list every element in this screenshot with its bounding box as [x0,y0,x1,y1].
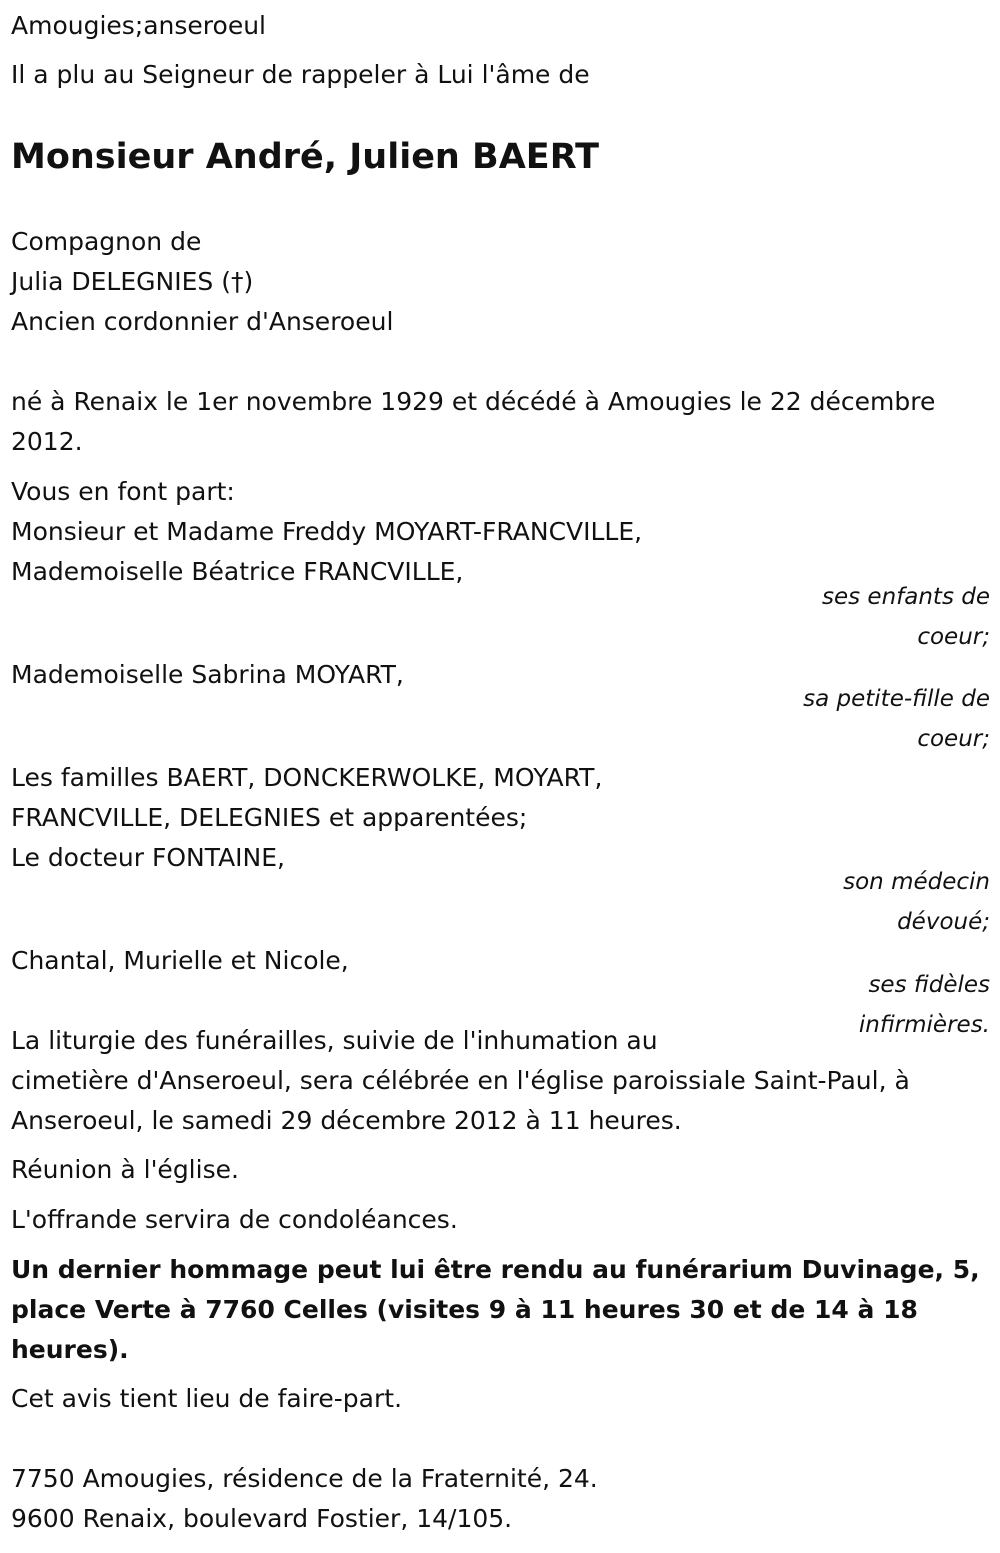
notice-line: Cet avis tient lieu de faire-part. [11,1384,403,1413]
address-line-2: 9600 Renaix, boulevard Fostier, 14/105. [11,1504,513,1533]
family-group4-relation: son médecin dévoué; [843,869,990,935]
family-group3-line1: Les familles BAERT, DONCKERWOLKE, MOYART, [11,763,603,792]
family-group5-relation: ses fidèles infirmières. [858,972,990,1038]
family-group1-line2: Mademoiselle Béatrice FRANCVILLE, [11,557,464,586]
family-group5-line1: Chantal, Murielle et Nicole, [11,946,349,975]
meeting-line: Réunion à l'église. [11,1155,239,1184]
family-group1-relation: ses enfants de coeur; [822,584,990,650]
offering-line: L'offrande servira de condoléances. [11,1205,458,1234]
family-group4-line1: Le docteur FONTAINE, [11,843,285,872]
family-group3-line2: FRANCVILLE, DELEGNIES et apparentées; [11,803,528,832]
intro-line: Il a plu au Seigneur de rappeler à Lui l'âme de [11,60,590,89]
address-line-1: 7750 Amougies, résidence de la Fraternité, 24. [11,1464,598,1493]
dates-line-1: né à Renaix le 1er novembre 1929 et décédé à Amougies le 22 décembre [11,387,936,416]
tribute-line-3: heures). [11,1335,129,1364]
family-intro: Vous en font part: [11,477,235,506]
ceremony-line-2: cimetière d'Anseroeul, sera célébrée en l'église paroissiale Saint-Paul, à [11,1066,910,1095]
occupation-line: Ancien cordonnier d'Anseroeul [11,307,394,336]
family-group2-line1: Mademoiselle Sabrina MOYART, [11,660,404,689]
companion-name-line: Julia DELEGNIES (†) [11,267,254,296]
family-group2-relation: sa petite-fille de coeur; [803,686,990,752]
ceremony-line-3: Anseroeul, le samedi 29 décembre 2012 à 11 heures. [11,1106,682,1135]
companion-line: Compagnon de [11,227,202,256]
family-group1-line1: Monsieur et Madame Freddy MOYART-FRANCVILLE, [11,517,643,546]
ceremony-line-1: La liturgie des funérailles, suivie de l'inhumation au [11,1026,658,1055]
tribute-line-2: place Verte à 7760 Celles (visites 9 à 11 heures 30 et de 14 à 18 [11,1295,918,1324]
dates-line-2: 2012. [11,427,83,456]
deceased-name: Monsieur André, Julien BAERT [11,137,599,177]
tribute-line-1: Un dernier hommage peut lui être rendu au funérarium Duvinage, 5, [11,1255,980,1284]
location-line: Amougies;anseroeul [11,11,267,40]
